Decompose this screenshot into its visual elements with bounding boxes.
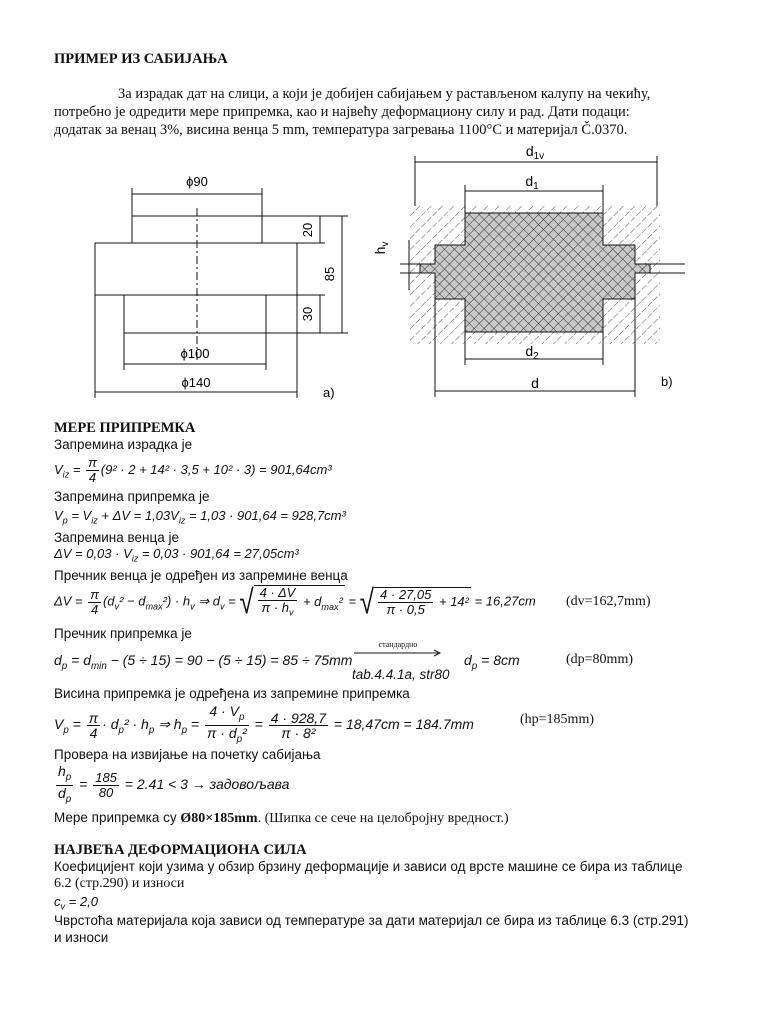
pv-note: (dv=162,7mm): [566, 594, 651, 609]
formula-pp-result: $d_p = 8cm$: [464, 652, 520, 672]
label-d: d: [531, 375, 539, 391]
dim-h20: 20: [300, 222, 315, 238]
hp-note: (hp=185mm): [520, 712, 594, 727]
formula-viz: $V_{iz}$ = $\frac{\pi}{4}$ (9² · 2 + 14² · 3,5 + 10² · 3) = 901,64cm³: [54, 455, 332, 485]
dim-phi100: ϕ100: [180, 346, 210, 361]
pv-label: Пречник венца је одређен из запремине венца: [54, 568, 348, 583]
formula-vp: $V_p = V_{iz} + \Delta V = 1,03V_{iz} = 1,03 \cdot 901,64 = 928,7cm^3$: [54, 508, 346, 526]
dim-phi90: ϕ90: [186, 174, 208, 189]
sila-line-3: Чврстоћа материјала која зависи од температуре за дати материјал се бира из таблице 6.3 (стр.291): [54, 913, 689, 928]
intro-line-3: додатак за венац 3%, висина венца 5 mm, температура загревања 1100°C и материјал Č.0370.: [54, 122, 628, 138]
figure-b-label: b): [661, 374, 673, 389]
pp-note: (dp=80mm): [566, 652, 633, 667]
label-d1v: $d_{1v}$: [525, 143, 545, 162]
sila-line-1: Коефицијент који узима у обзир брзину деформације и зависи од врсте машине се бира из таблице: [54, 859, 683, 874]
pp-label: Пречник припремка је: [54, 626, 192, 641]
formula-cv: $c_v = 2,0$: [54, 894, 98, 912]
vol-label: Запремина израдка је: [54, 437, 193, 452]
final-dims: Мере припремка су Ø80×185mm. (Шипка се сече на целобројну вредност.): [54, 810, 509, 826]
dim-h85: 85: [322, 266, 337, 282]
vp-label: Запремина припремка је: [54, 489, 210, 504]
formula-hp: $V_p$ = $\frac{\pi}{4}$ · $d_p^2 \cdot h_p$ ⇒ $h_p$ = $\frac{4 \cdot V_p}{\pi \cdot d_p^2}$ = $\frac{4 \cdot 928,7}{\text{π · 8²}}$ = 18,47cm = 184.7mm: [54, 703, 474, 745]
standard-arrow: стандардно tab.4.4.1a, str80: [352, 640, 450, 682]
dv-label: Запремина венца је: [54, 530, 180, 545]
formula-dv: $\Delta V = 0,03 \cdot V_{iz} = 0,03 \cdot 901,64 = 27,05cm^3$: [54, 546, 299, 564]
label-d2: $d_2$: [525, 343, 539, 362]
figure-a-label: a): [323, 385, 335, 400]
formula-pv: ΔV = $\frac{\pi}{4}$ $(d_v^2 - d_{max}^2) \cdot h_v$ ⇒ $d_v$ = √ $\frac{4 \cdot \Delta V}{\pi \cdot h_v}$ + $d_{max}^2$ = √ $\frac{4 \cdot 27,05}{\pi \cdot 0,5}$ + 14² = 16,27cm: [54, 582, 536, 622]
intro-line-2: потребно је одредити мере припремка, као и највећу деформациону силу и рад. Дати подаци:: [54, 104, 630, 120]
label-hv: $h_v$: [372, 241, 391, 255]
hp-label: Висина припремка је одређена из запремине припремка: [54, 686, 410, 701]
figure-a: [80, 160, 370, 405]
sila-line-4: и износи: [54, 930, 109, 945]
check-label: Провера на извијање на почетку сабијања: [54, 747, 321, 762]
dim-h30: 30: [300, 306, 315, 322]
dim-phi140: ϕ140: [181, 375, 211, 390]
page-title: ПРИМЕР ИЗ САБИЈАЊА: [54, 51, 228, 67]
figure-b: [372, 140, 695, 405]
section-heading-mere: МЕРЕ ПРИПРЕМКА: [54, 420, 196, 436]
sila-line-2: 6.2 (стр.290) и износи: [54, 876, 185, 891]
formula-check: $\frac{h_p}{d_p}$ = $\frac{185}{80}$ = 2.41 < 3 → задовољава: [58, 763, 290, 805]
formula-pp: $d_p = d_{min} - (5 \div 15) = 90 - (5 \div 15) = 85 \div 75mm$: [54, 652, 353, 672]
section-heading-sila: НАЈВЕЋА ДЕФОРМАЦИОНА СИЛА: [54, 842, 307, 858]
label-d1: $d_1$: [525, 173, 539, 192]
intro-line-1: За израдак дат на слици, а који је добијен сабијањем у растављеном калупу на чекићу,: [118, 86, 651, 102]
